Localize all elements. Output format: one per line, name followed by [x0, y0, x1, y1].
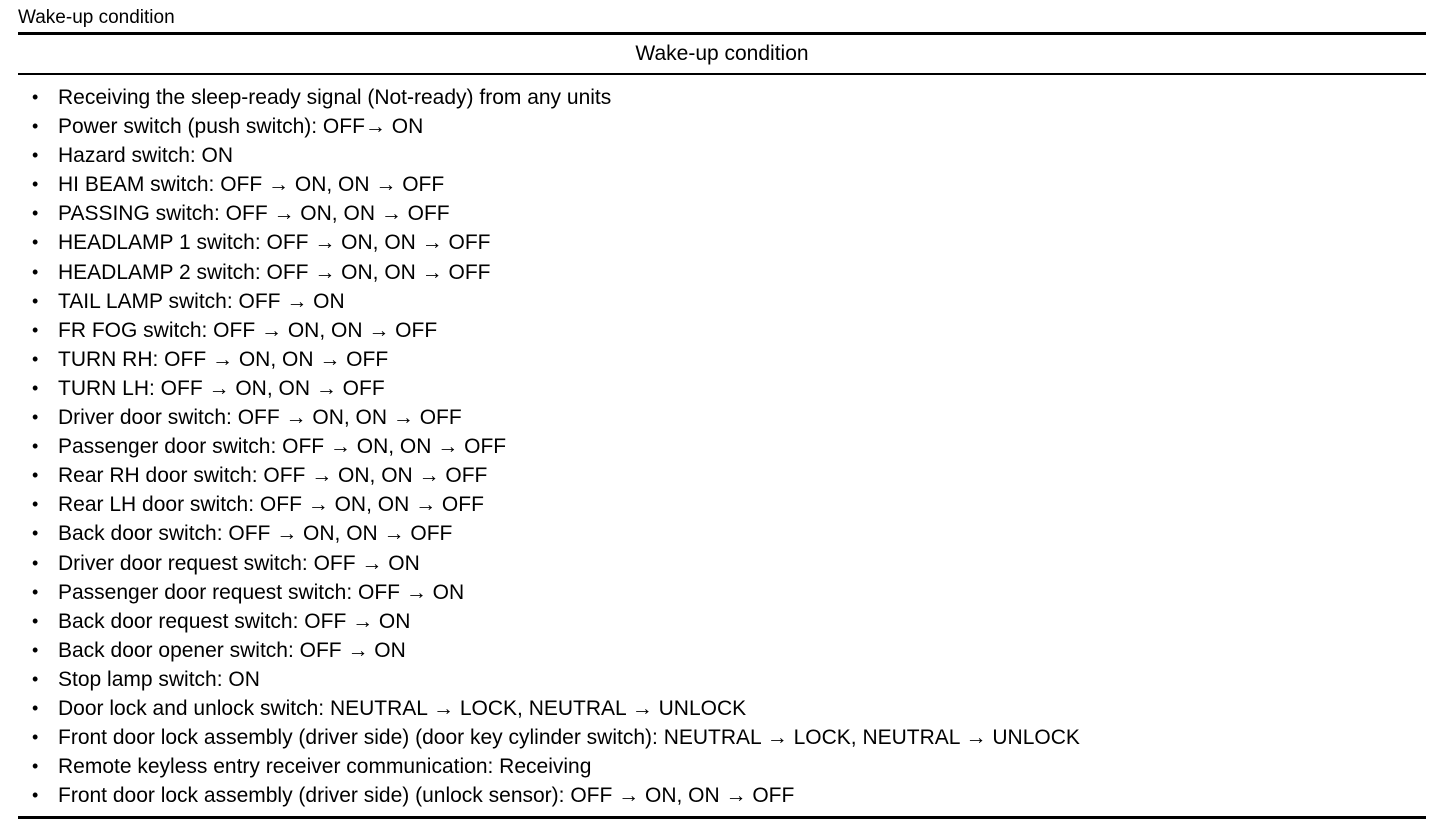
list-item-text: Driver door request switch: OFF → ON: [58, 551, 420, 575]
list-item: [18, 141, 1426, 170]
list-item-text: FR FOG switch: OFF → ON, ON → OFF: [58, 318, 438, 342]
list-item-text: Passenger door request switch: OFF → ON: [58, 580, 465, 604]
bullet-icon: •: [32, 174, 39, 195]
bullet-icon: •: [32, 785, 39, 806]
bullet-icon: •: [32, 756, 39, 777]
list-item-text: Remote keyless entry receiver communication: Receiving: [58, 755, 592, 779]
list-item: [18, 636, 1426, 665]
bullet-icon: •: [32, 377, 39, 398]
bullet-icon: •: [32, 87, 39, 107]
bullet-icon: •: [32, 523, 39, 544]
bullet-icon: •: [32, 727, 39, 748]
list-item: [18, 258, 1426, 287]
list-item-text: Passenger door switch: OFF → ON, ON → OFF: [58, 435, 507, 459]
list-item-text: Receiving the sleep-ready signal (Not-ready) from any units: [58, 86, 612, 109]
list-item: [18, 316, 1426, 345]
list-item-text: Rear RH door switch: OFF → ON, ON → OFF: [58, 464, 488, 488]
list-item: [18, 461, 1426, 490]
list-item: [18, 374, 1426, 403]
list-item: [18, 752, 1426, 781]
list-item: [18, 694, 1426, 723]
list-item: [18, 112, 1426, 141]
list-item-text: Power switch (push switch): OFF→ ON: [58, 115, 424, 139]
list-item: [18, 607, 1426, 636]
bullet-icon: •: [32, 436, 39, 457]
bullet-icon: •: [32, 465, 39, 486]
list-item: [18, 490, 1426, 519]
list-item: [18, 665, 1426, 694]
bullet-icon: •: [32, 203, 39, 224]
bullet-icon: •: [32, 581, 39, 602]
list-item-text: TURN LH: OFF → ON, ON → OFF: [58, 376, 385, 400]
bullet-icon: •: [32, 145, 39, 166]
list-item-text: HEADLAMP 1 switch: OFF → ON, ON → OFF: [58, 231, 491, 255]
list-item-text: Stop lamp switch: ON: [58, 667, 260, 691]
list-item: [18, 170, 1426, 199]
bullet-icon: •: [32, 668, 39, 689]
list-item-text: TURN RH: OFF → ON, ON → OFF: [58, 347, 389, 371]
list-item: [18, 519, 1426, 548]
bullet-icon: •: [32, 494, 39, 515]
list-item: [18, 83, 1426, 112]
bullet-icon: •: [32, 552, 39, 573]
list-item-text: PASSING switch: OFF → ON, ON → OFF: [58, 202, 450, 226]
list-item: [18, 287, 1426, 316]
list-item: [18, 228, 1426, 257]
bullet-icon: •: [32, 407, 39, 428]
bullet-icon: •: [32, 261, 39, 282]
list-item-text: Hazard switch: ON: [58, 144, 234, 168]
list-item: [18, 578, 1426, 607]
list-item-text: Front door lock assembly (driver side) (unlock sensor): OFF → ON, ON → OFF: [58, 784, 795, 808]
bullet-icon: •: [32, 232, 39, 253]
list-item-text: HI BEAM switch: OFF → ON, ON → OFF: [58, 173, 445, 197]
bullet-icon: •: [32, 348, 39, 369]
bullet-icon: •: [32, 697, 39, 718]
table-header: Wake-up condition: [635, 42, 809, 65]
list-item-text: Front door lock assembly (driver side) (door key cylinder switch): NEUTRAL → LOCK, NEUTRAL → UNLOCK: [58, 726, 1080, 750]
list-item-text: Back door opener switch: OFF → ON: [58, 638, 406, 662]
table-bottom-rule: [18, 816, 1426, 819]
list-item-text: Back door switch: OFF → ON, ON → OFF: [58, 522, 453, 546]
bullet-icon: •: [32, 610, 39, 631]
list-item-text: HEADLAMP 2 switch: OFF → ON, ON → OFF: [58, 260, 491, 284]
list-item: [18, 403, 1426, 432]
list-item-text: Rear LH door switch: OFF → ON, ON → OFF: [58, 493, 484, 517]
bullet-icon: •: [32, 116, 39, 137]
bullet-icon: •: [32, 639, 39, 660]
bullet-icon: •: [32, 290, 39, 311]
list-item: [18, 432, 1426, 461]
wake-up-condition-table: [18, 32, 1426, 819]
list-item: [18, 199, 1426, 228]
table-caption: Wake-up condition: [18, 7, 175, 28]
list-item-text: TAIL LAMP switch: OFF → ON: [58, 289, 345, 313]
list-item: [18, 781, 1426, 810]
condition-list: [18, 75, 1426, 816]
list-item-text: Driver door switch: OFF → ON, ON → OFF: [58, 406, 462, 430]
bullet-icon: •: [32, 319, 39, 340]
list-item-text: Back door request switch: OFF → ON: [58, 609, 411, 633]
list-item-text: Door lock and unlock switch: NEUTRAL → LOCK, NEUTRAL → UNLOCK: [58, 696, 747, 720]
list-item: [18, 549, 1426, 578]
list-item: [18, 345, 1426, 374]
list-item: [18, 723, 1426, 752]
